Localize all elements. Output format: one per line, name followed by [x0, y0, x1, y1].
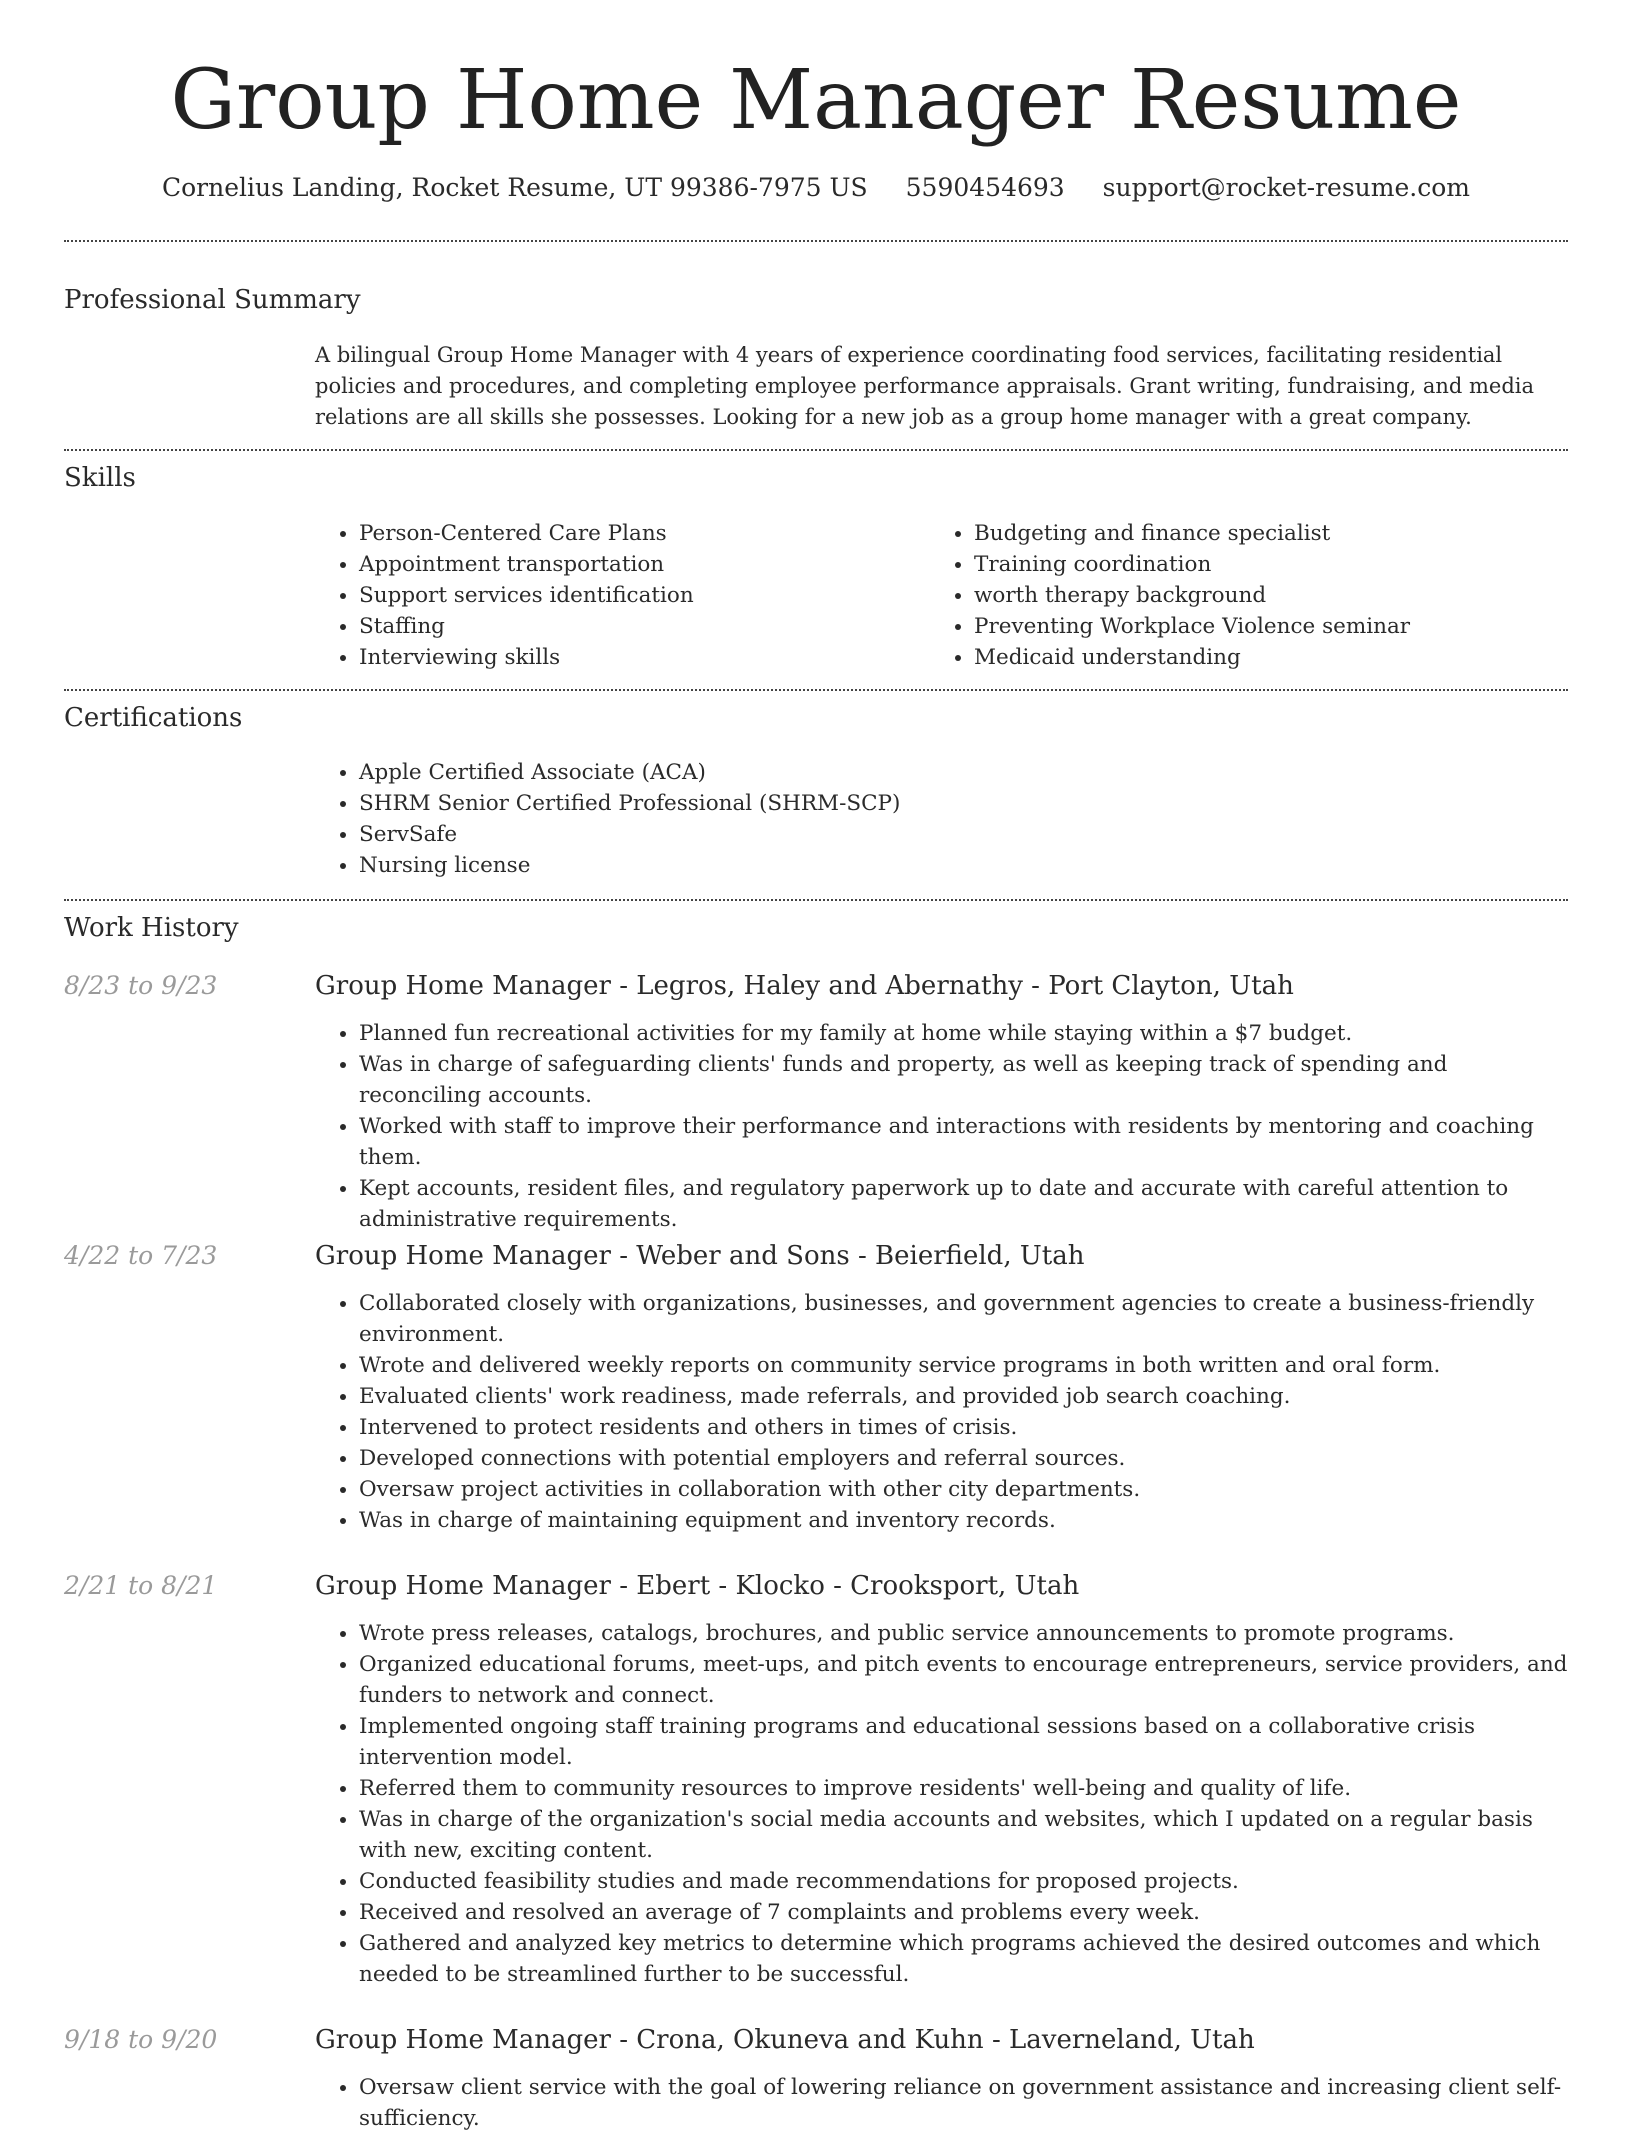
summary-heading: Professional Summary	[64, 285, 361, 315]
job-title: Group Home Manager - Crona, Okuneva and Kuhn - Laverneland, Utah	[315, 2025, 1255, 2055]
contact-line	[0, 170, 1632, 206]
section-divider	[64, 899, 1568, 901]
job-bullet: • Conducted feasibility studies and made recommendations for proposed projects.	[359, 1866, 1568, 1897]
skill-item: • Preventing Workplace Violence seminar	[974, 611, 1550, 642]
job-bullet: • Collaborated closely with organizations, businesses, and government agencies to create a business-friendly environment.	[359, 1288, 1568, 1350]
skill-item: • worth therapy background	[974, 580, 1550, 611]
section-divider	[64, 449, 1568, 451]
section-divider	[64, 689, 1568, 691]
skill-item: • Training coordination	[974, 549, 1550, 580]
contact-phone: 5590454693	[905, 173, 1065, 202]
job-bullet: • Oversaw project activities in collaboration with other city departments.	[359, 1474, 1568, 1505]
skills-heading: Skills	[64, 463, 136, 493]
job-bullet: • Intervened to protect residents and others in times of crisis.	[359, 1412, 1568, 1443]
certification-item: • SHRM Senior Certified Professional (SHRM-SCP)	[359, 788, 1568, 819]
summary-text: A bilingual Group Home Manager with 4 years of experience coordinating food services, facilitating residential policies and procedures, and completing employee performance appraisals. Grant writing, fundraising, and media relations are all skills she possesses. Looking for a new job as a group home manager with a great company.	[315, 343, 1535, 429]
contact-email: support@rocket-resume.com	[1102, 173, 1470, 202]
job-bullet: • Evaluated clients' work readiness, made referrals, and provided job search coaching.	[359, 1381, 1568, 1412]
certifications-list	[315, 757, 1568, 881]
skill-item: • Person-Centered Care Plans	[359, 518, 915, 549]
job-bullet: • Received and resolved an average of 7 complaints and problems every week.	[359, 1897, 1568, 1928]
job-title: Group Home Manager - Legros, Haley and Abernathy - Port Clayton, Utah	[315, 971, 1294, 1001]
job-bullet: • Gathered and analyzed key metrics to determine which programs achieved the desired outcomes and which needed to be streamlined further to be successful.	[359, 1928, 1568, 1990]
job-bullet: • Worked with staff to improve their performance and interactions with residents by mentoring and coaching them.	[359, 1111, 1568, 1173]
job-bullet: • Organized educational forums, meet-ups, and pitch events to encourage entrepreneurs, service providers, and funders to network and connect.	[359, 1649, 1568, 1711]
job-bullet: • Was in charge of maintaining equipment and inventory records.	[359, 1505, 1568, 1536]
job-bullets	[315, 1618, 1568, 1990]
certification-item: • Apple Certified Associate (ACA)	[359, 757, 1568, 788]
job-title: Group Home Manager - Ebert - Klocko - Crooksport, Utah	[315, 1571, 1080, 1601]
job-dates: 4/22 to 7/23	[64, 1241, 218, 1270]
skill-item: • Appointment transportation	[359, 549, 915, 580]
job-bullet: • Developed connections with potential employers and referral sources.	[359, 1443, 1568, 1474]
job-bullets	[315, 2072, 1568, 2134]
skill-item: • Interviewing skills	[359, 642, 915, 673]
job-bullets	[315, 1288, 1568, 1536]
job-bullets	[315, 1018, 1568, 1235]
skills-list-left	[315, 518, 915, 673]
job-bullet: • Was in charge of safeguarding clients' funds and property, as well as keeping track of spending and reconciling accounts.	[359, 1049, 1568, 1111]
section-divider	[64, 240, 1568, 242]
job-bullet: • Implemented ongoing staff training programs and educational sessions based on a collaborative crisis intervention model.	[359, 1711, 1568, 1773]
job-bullet: • Was in charge of the organization's social media accounts and websites, which I updated on a regular basis with new, exciting content.	[359, 1804, 1568, 1866]
certification-item: • Nursing license	[359, 850, 1568, 881]
skill-item: • Staffing	[359, 611, 915, 642]
skill-item: • Support services identification	[359, 580, 915, 611]
job-dates: 9/18 to 9/20	[64, 2025, 218, 2054]
skills-list-right	[930, 518, 1550, 673]
job-bullet: • Kept accounts, resident files, and regulatory paperwork up to date and accurate with careful attention to administrative requirements.	[359, 1173, 1568, 1235]
certification-item: • ServSafe	[359, 819, 1568, 850]
resume-title: Group Home Manager Resume	[170, 53, 1462, 148]
certifications-heading: Certifications	[64, 703, 243, 733]
skill-item: • Medicaid understanding	[974, 642, 1550, 673]
skill-item: • Budgeting and finance specialist	[974, 518, 1550, 549]
job-bullet: • Wrote press releases, catalogs, brochures, and public service announcements to promote programs.	[359, 1618, 1568, 1649]
contact-address: Cornelius Landing, Rocket Resume, UT 99386-7975 US	[162, 173, 868, 202]
job-bullet: • Wrote and delivered weekly reports on community service programs in both written and oral form.	[359, 1350, 1568, 1381]
job-bullet: • Referred them to community resources to improve residents' well-being and quality of life.	[359, 1773, 1568, 1804]
work-history-heading: Work History	[64, 913, 239, 943]
job-dates: 2/21 to 8/21	[64, 1571, 218, 1600]
job-bullet: • Planned fun recreational activities for my family at home while staying within a $7 budget.	[359, 1018, 1568, 1049]
job-bullet: • Oversaw client service with the goal of lowering reliance on government assistance and increasing client self-sufficiency.	[359, 2072, 1568, 2134]
job-dates: 8/23 to 9/23	[64, 971, 218, 1000]
job-title: Group Home Manager - Weber and Sons - Beierfield, Utah	[315, 1241, 1085, 1271]
